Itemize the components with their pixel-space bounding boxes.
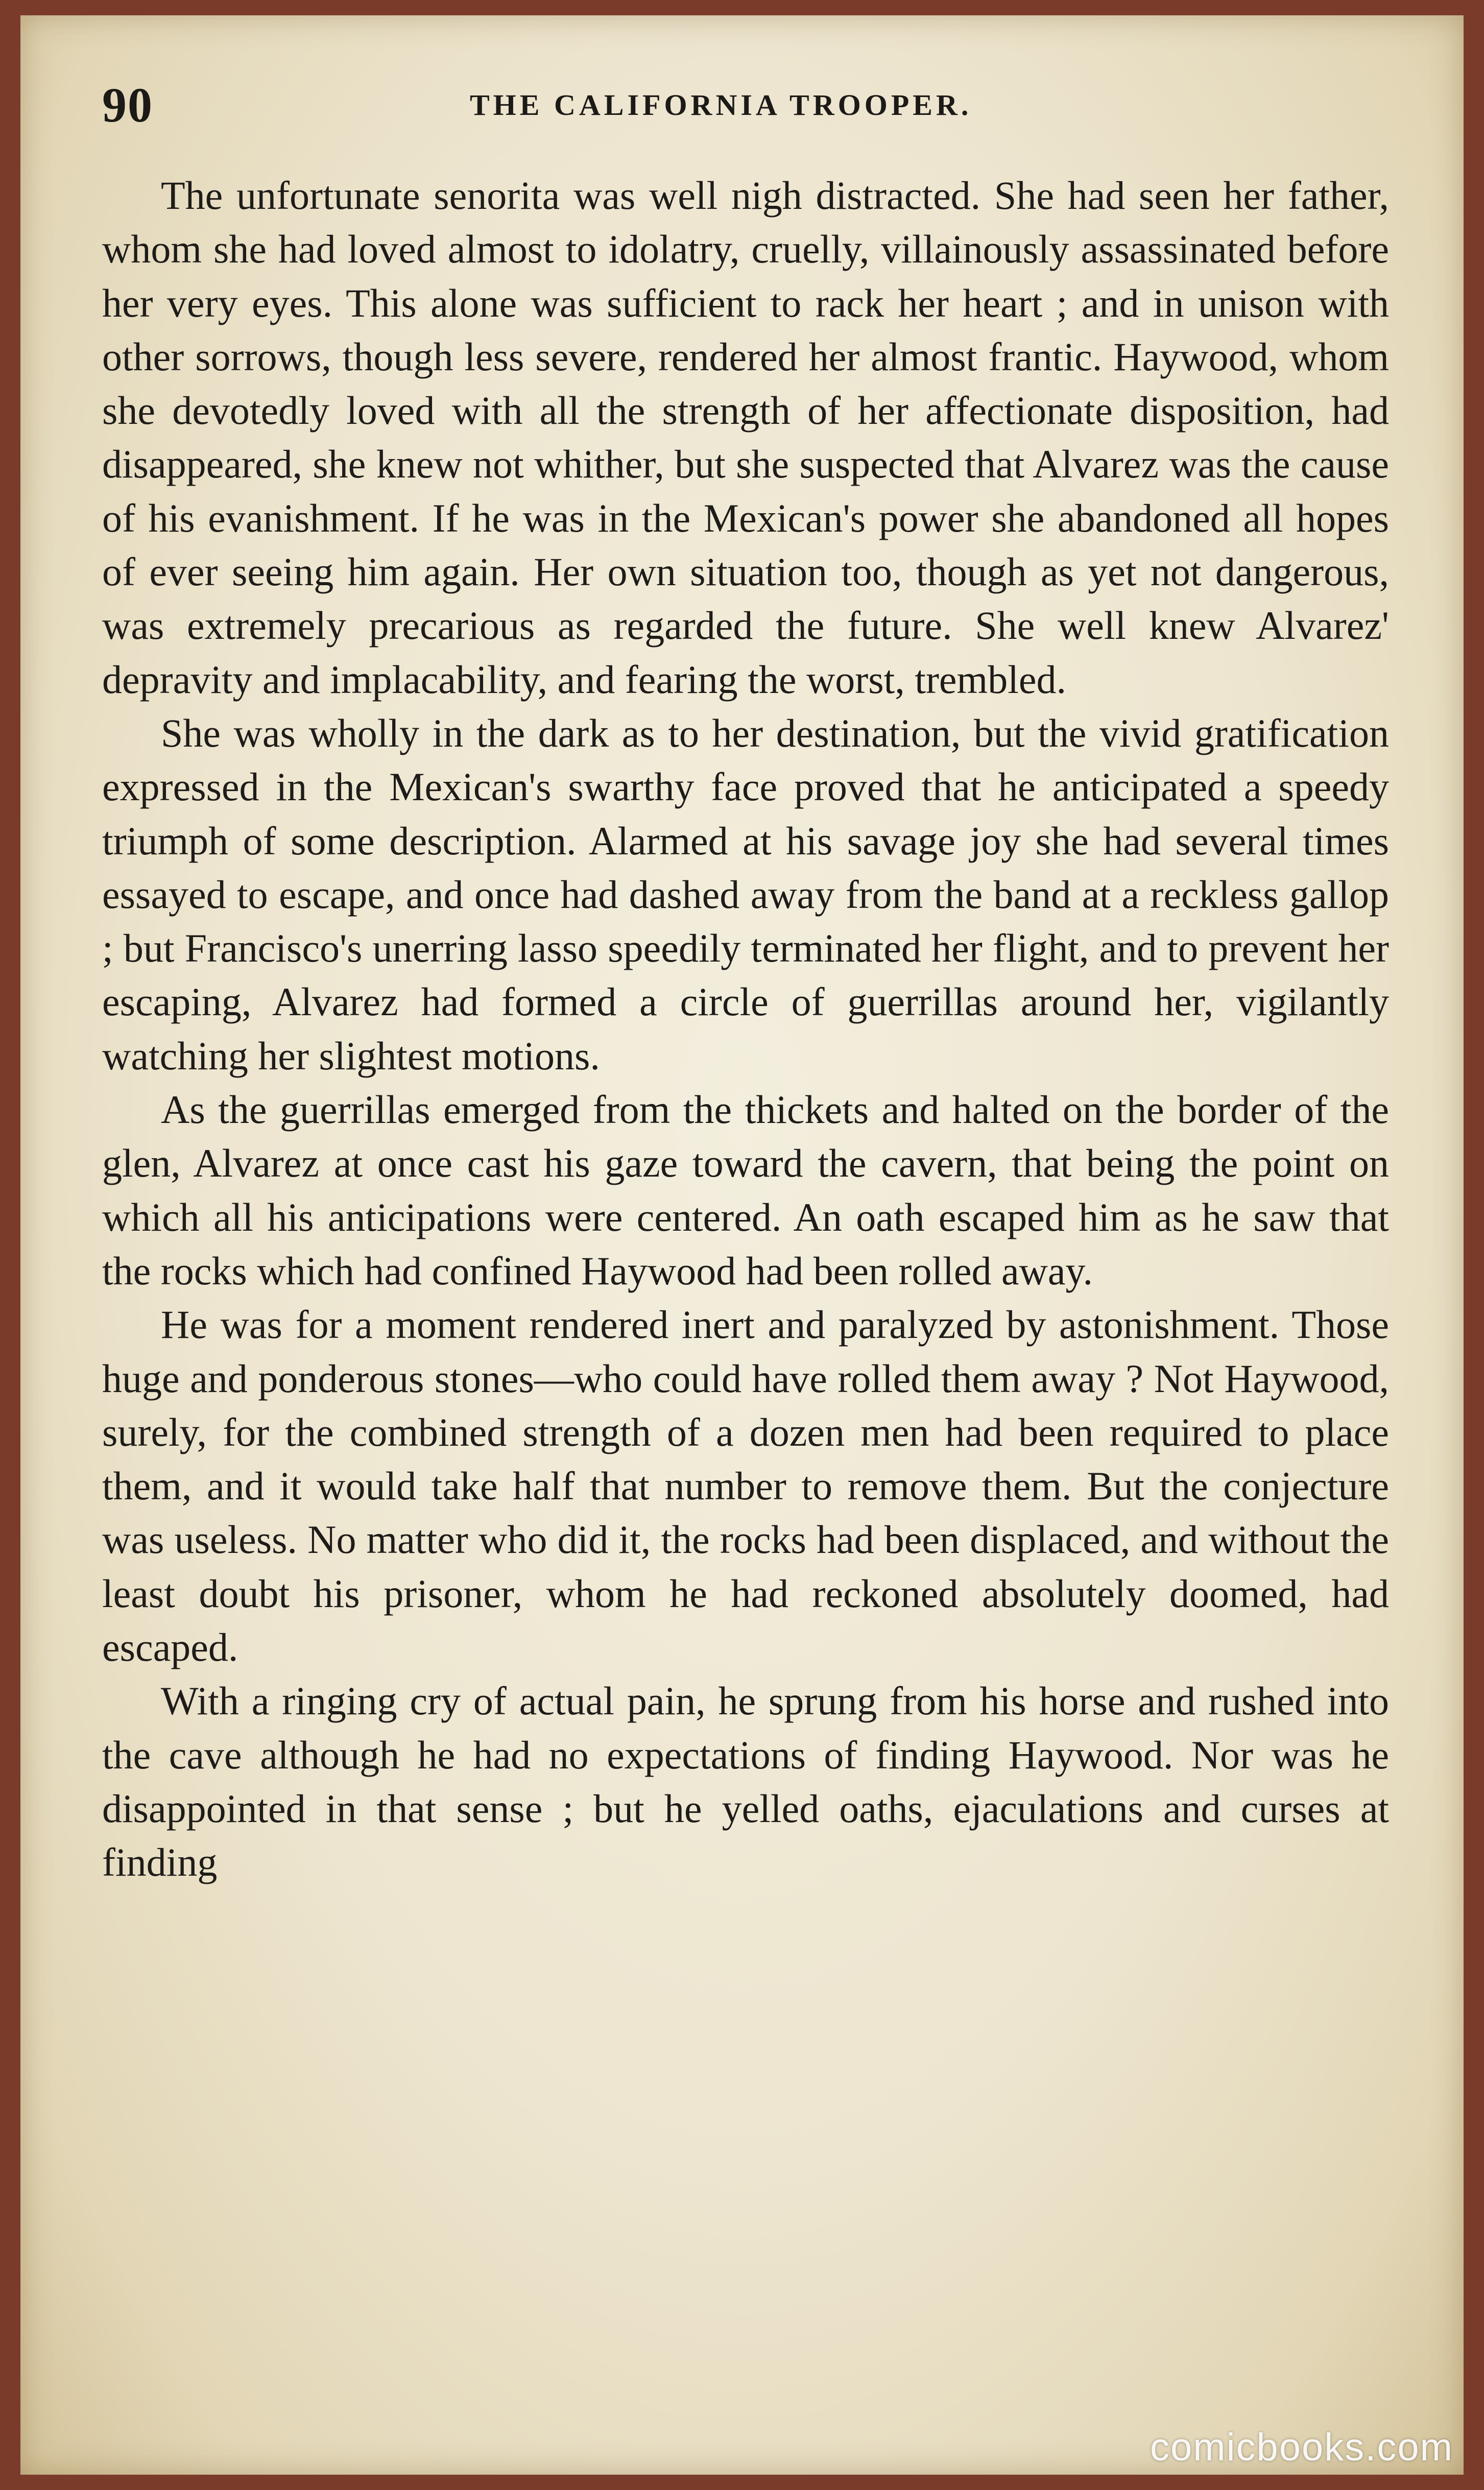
body-text xyxy=(102,169,1389,1889)
page-number: 90 xyxy=(102,78,153,132)
running-head: THE CALIFORNIA TROOPER. xyxy=(470,88,972,122)
paragraph: He was for a moment rendered inert and paralyzed by astonishment. Those huge and ponderous stones—who could have rolled them away ? Not Haywood, surely, for the combined strength of a dozen men had been required to place them, and it would take half that number to remove them. But the conjecture was useless. No matter who did it, the rocks had been displaced, and without the least doubt his prisoner, whom he had reckoned absolutely doomed, had escaped. xyxy=(102,1302,1389,1670)
book-page xyxy=(20,15,1464,2475)
paragraph: As the guerrillas emerged from the thickets and halted on the border of the glen, Alvarez at once cast his gaze toward the cavern, that being the point on which all his anticipations were centered. An oath escaped him as he saw that the rocks which had confined Haywood had been rolled away. xyxy=(102,1087,1389,1293)
paragraph: The unfortunate senorita was well nigh distracted. She had seen her father, whom she had loved almost to idolatry, cruelly, villainously assassinated before her very eyes. This alone was sufficient to rack her heart ; and in unison with other sorrows, though less severe, rendered her almost frantic. Haywood, whom she devotedly loved with all the strength of her affectionate disposition, had disappeared, she knew not whither, but she suspected that Alvarez was the cause of his evanishment. If he was in the Mexican's power she abandoned all hopes of ever seeing him again. Her own situation too, though as yet not dangerous, was extremely precarious as regarded the future. She well knew Alvarez' depravity and implacability, and fearing the worst, trembled. xyxy=(102,173,1389,702)
page-header xyxy=(102,77,1389,138)
watermark: comicbooks.com xyxy=(1150,2426,1453,2469)
paragraph: With a ringing cry of actual pain, he sprung from his horse and rushed into the cave although he had no expectations of finding Haywood. Nor was he disappointed in that sense ; but he yelled oaths, ejaculations and curses at finding xyxy=(102,1679,1389,1885)
paragraph: She was wholly in the dark as to her destination, but the vivid gratification expressed in the Mexican's swarthy face proved that he anticipated a speedy triumph of some description. Alarmed at his savage joy she had several times essayed to escape, and once had dashed away from the band at a reckless gallop ; but Francisco's unerring lasso speedily terminated her flight, and to prevent her escaping, Alvarez had formed a circle of guerrillas around her, vigilantly watching her slightest motions. xyxy=(102,710,1389,1078)
